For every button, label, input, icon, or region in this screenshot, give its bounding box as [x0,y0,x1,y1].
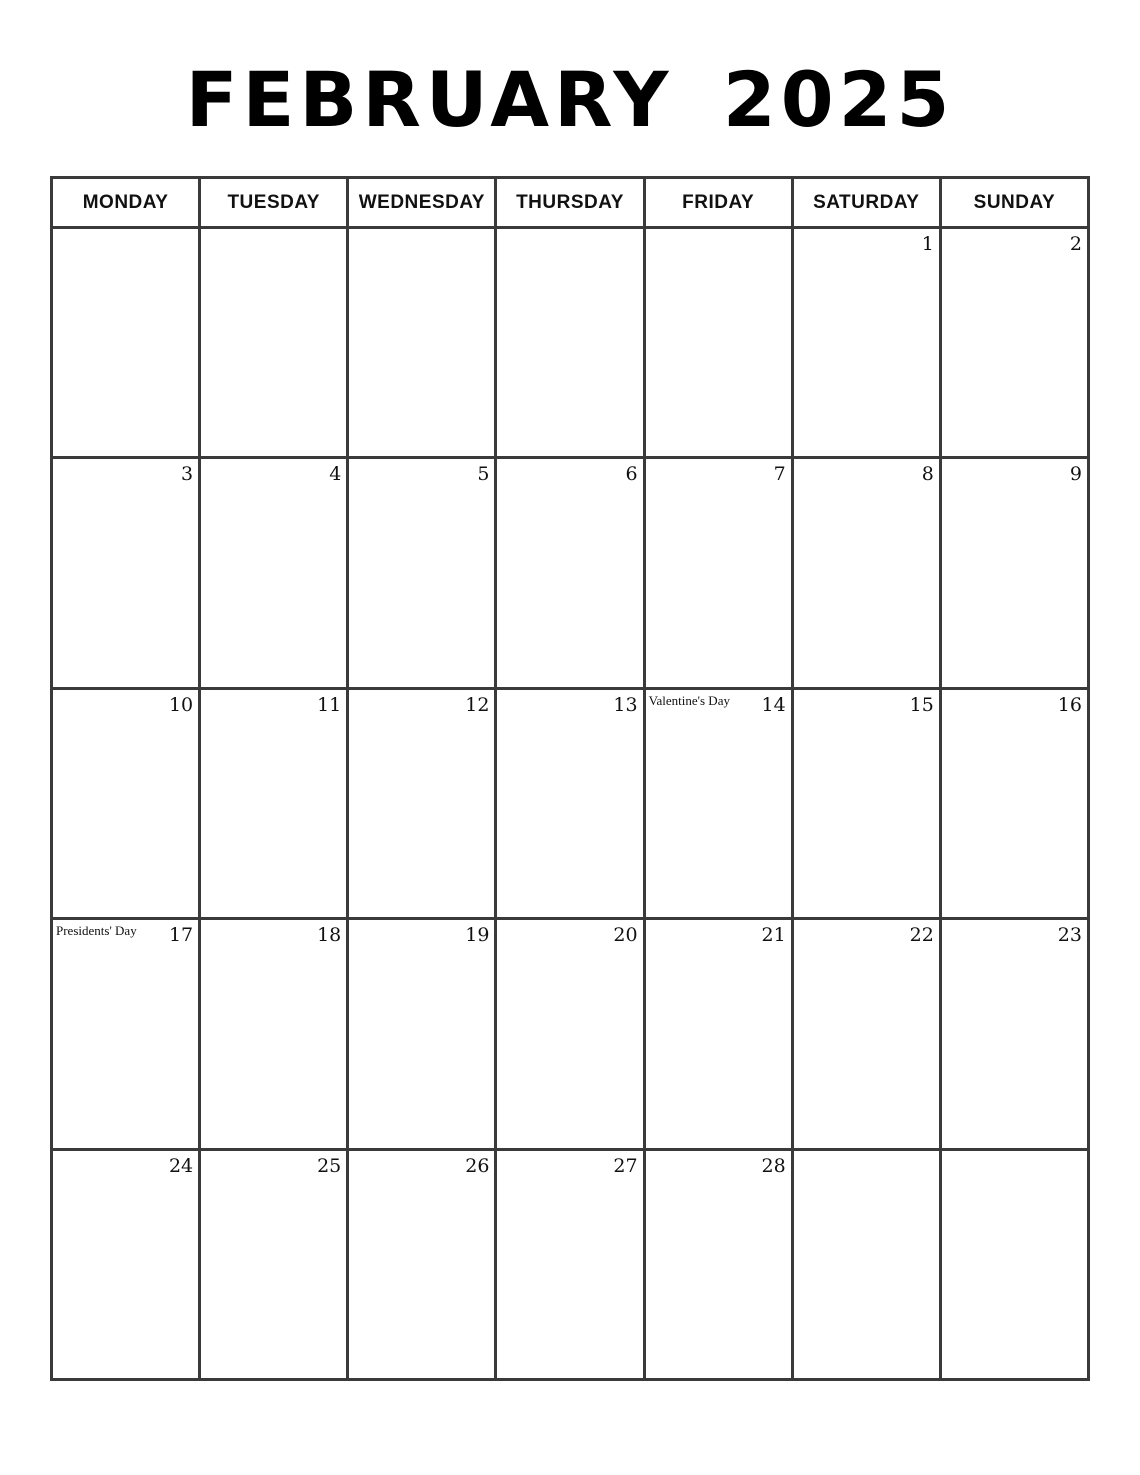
day-number: 22 [909,924,934,947]
day-cell[interactable] [497,690,645,917]
holiday-label: Presidents' Day [56,923,137,939]
day-cell[interactable] [497,1151,645,1378]
day-number: 9 [1069,463,1082,486]
day-number: 24 [168,1154,194,1177]
day-cell[interactable] [942,1151,1087,1378]
day-number: 3 [181,463,194,486]
day-cell[interactable] [794,690,942,917]
day-number: 20 [613,924,638,947]
day-cell[interactable] [53,229,201,456]
day-number: 6 [625,463,638,486]
page-title: FEBRUARY 2025 [185,55,955,144]
day-cell[interactable] [201,1151,349,1378]
day-cell[interactable] [942,690,1087,917]
day-cell[interactable] [646,229,794,456]
week-row [53,229,1087,459]
day-cell[interactable] [201,920,349,1147]
day-number: 25 [317,1154,342,1177]
day-cell[interactable] [53,1151,201,1378]
day-cell[interactable] [942,920,1087,1147]
day-number: 2 [1069,233,1082,255]
holiday-label: Valentine's Day [648,692,730,708]
day-number: 26 [465,1154,490,1177]
day-number: 19 [465,924,490,947]
day-cell[interactable] [53,920,201,1147]
day-number: 14 [761,693,786,716]
day-number: 11 [317,693,342,716]
weekday-header: SUNDAY [973,191,1056,213]
day-cell[interactable] [201,690,349,917]
weeks-container [53,229,1087,1378]
day-cell[interactable] [349,920,497,1147]
day-cell[interactable] [497,229,645,456]
day-number: 4 [329,463,342,486]
week-row [53,690,1087,920]
day-cell[interactable] [349,459,497,686]
day-cell[interactable] [794,229,942,456]
weekday-header: THURSDAY [497,179,645,226]
day-cell[interactable] [53,690,201,917]
day-number: 15 [909,693,934,716]
weekday-header: TUESDAY [201,179,349,226]
day-cell[interactable] [349,690,497,917]
day-number: 16 [1057,693,1082,716]
day-number: 28 [761,1154,786,1177]
weekday-header: SATURDAY [794,179,942,226]
day-number: 21 [761,924,786,947]
day-number: 5 [477,463,490,486]
day-cell[interactable] [646,920,794,1147]
day-cell[interactable] [646,1151,794,1378]
day-cell[interactable] [497,920,645,1147]
weekday-header: WEDNESDAY [349,179,497,226]
day-cell[interactable] [794,459,942,686]
day-number: 12 [465,693,490,716]
day-cell[interactable] [349,229,497,456]
day-cell[interactable] [201,459,349,686]
day-cell[interactable] [794,920,942,1147]
weekday-header: FRIDAY [646,179,794,226]
day-cell[interactable] [646,459,794,686]
calendar-grid [50,176,1090,1381]
day-cell[interactable] [497,459,645,686]
weekday-header: MONDAY [53,179,201,226]
day-number: 10 [168,693,194,716]
day-number: 27 [613,1154,638,1177]
day-number: 17 [168,924,194,947]
day-number: 8 [921,463,934,486]
week-row [53,1151,1087,1378]
day-cell[interactable] [646,690,794,917]
day-cell[interactable] [349,1151,497,1378]
day-number: 13 [613,693,638,716]
week-row [53,920,1087,1150]
week-row [53,459,1087,689]
day-cell[interactable] [201,229,349,456]
day-cell[interactable] [942,459,1087,686]
day-cell[interactable] [942,229,1087,456]
weekday-header-row [53,179,1087,229]
day-cell[interactable] [794,1151,942,1378]
day-number: 1 [921,233,934,255]
day-number: 23 [1057,924,1082,947]
day-number: 18 [317,924,342,947]
day-number: 7 [773,463,786,486]
day-cell[interactable] [53,459,201,686]
